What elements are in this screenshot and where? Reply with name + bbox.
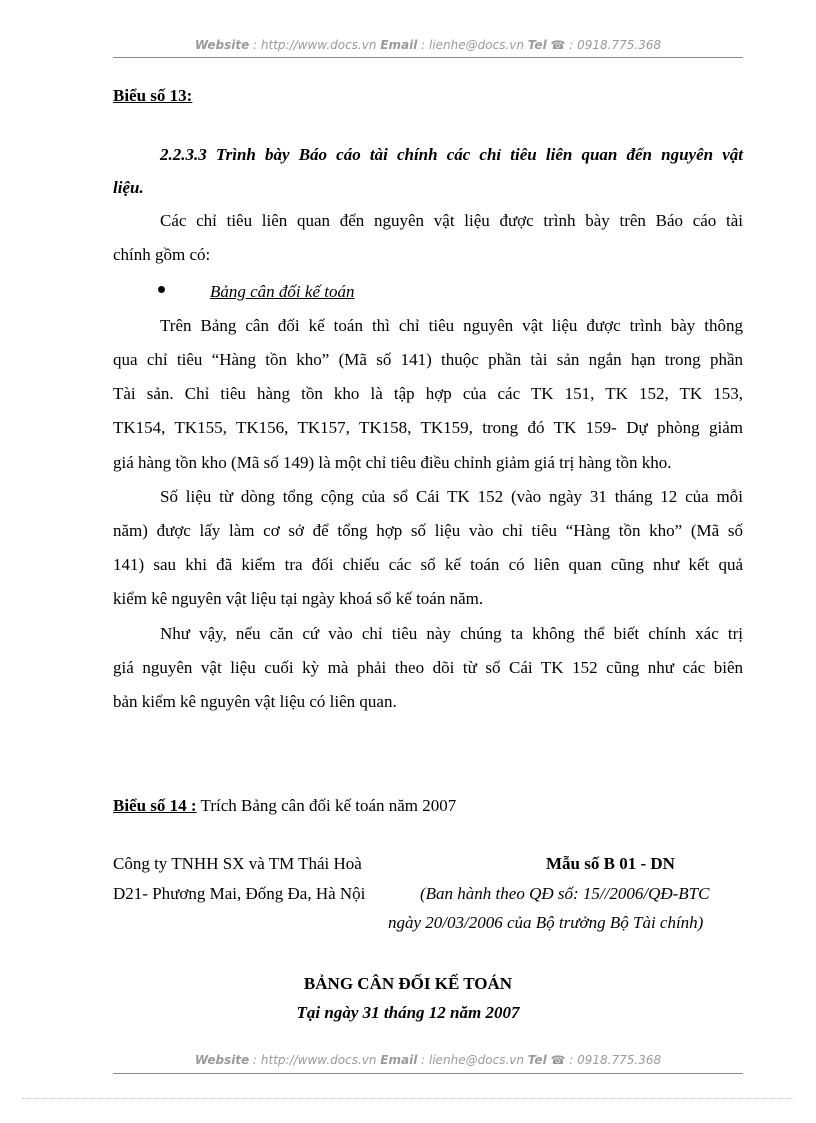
- paragraph-3-line: Như vậy, nếu căn cứ vào chỉ tiêu này chúng ta không thể biết chính xác trị: [160, 624, 743, 643]
- section-heading-line1: 2.2.3.3 Trình bày Báo cáo tài chính các chỉ tiêu liên quan đến nguyên vật: [160, 145, 743, 164]
- paragraph-2-line: Số liệu từ dòng tổng cộng của sổ Cái TK 152 (vào ngày 31 tháng 12 của mỗi: [160, 487, 743, 506]
- exhibit-13-label: Biểu số 13:: [113, 86, 193, 105]
- paragraph-2-line: năm) được lấy làm cơ sở để tổng hợp số liệu vào chỉ tiêu “Hàng tồn kho” (Mã số: [113, 521, 743, 540]
- company-name: Công ty TNHH SX và TM Thái Hoà: [113, 854, 362, 873]
- website-label: Website: [194, 38, 250, 52]
- report-title: BẢNG CÂN ĐỐI KẾ TOÁN: [303, 974, 513, 993]
- paragraph-1-line: Trên Bảng cân đối kế toán thì chỉ tiêu nguyên vật liệu được trình bày thông: [160, 316, 743, 335]
- paragraph-3-line: giá nguyên vật liệu cuối kỳ mà phải theo dõi từ sổ Cái TK 152 cũng như các biên: [113, 658, 743, 677]
- exhibit-14-label: Biểu số 14 :: [113, 796, 197, 815]
- website-label: Website: [194, 1053, 250, 1067]
- tel-value: ☎ : 0918.775.368: [546, 38, 662, 52]
- intro-line1: Các chỉ tiêu liên quan đến nguyên vật liệu được trình bày trên Báo cáo tài: [160, 211, 743, 230]
- tel-value: ☎ : 0918.775.368: [546, 1053, 662, 1067]
- tel-label: Tel: [527, 38, 547, 52]
- paragraph-3-line: bản kiểm kê nguyên vật liệu có liên quan.: [113, 692, 397, 711]
- page-break-line: [22, 1098, 794, 1099]
- email-value: : lienhe@docs.vn: [417, 38, 528, 52]
- paragraph-1-line: Tài sản. Chỉ tiêu hàng tồn kho là tập hợp của các TK 151, TK 152, TK 153,: [113, 384, 743, 403]
- paragraph-1-line: qua chỉ tiêu “Hàng tồn kho” (Mã số 141) thuộc phần tài sản ngắn hạn trong phần: [113, 350, 743, 369]
- header-divider: [113, 57, 743, 58]
- report-date: Tại ngày 31 tháng 12 năm 2007: [296, 1003, 520, 1022]
- paragraph-1-line: TK154, TK155, TK156, TK157, TK158, TK159, trong đó TK 159- Dự phòng giảm: [113, 418, 743, 437]
- email-label: Email: [380, 38, 418, 52]
- footer-divider: [113, 1073, 743, 1074]
- bullet-icon: [158, 286, 165, 293]
- exhibit-14-title: Trích Bảng cân đối kế toán năm 2007: [196, 796, 457, 815]
- intro-line2: chính gồm có:: [113, 245, 211, 264]
- paragraph-2-line: kiểm kê nguyên vật liệu tại ngày khoá sổ kế toán năm.: [113, 589, 484, 608]
- website-value: : http://www.docs.vn: [249, 38, 381, 52]
- bullet-title: Bảng cân đối kế toán: [210, 282, 355, 301]
- email-value: : lienhe@docs.vn: [417, 1053, 528, 1067]
- decree-line1: (Ban hành theo QĐ số: 15//2006/QĐ-BTC: [420, 884, 710, 903]
- paragraph-1-line: giá hàng tồn kho (Mã số 149) là một chỉ tiêu điều chỉnh giảm giá trị hàng tồn kho.: [113, 453, 672, 472]
- company-address: D21- Phương Mai, Đống Đa, Hà Nội: [113, 884, 366, 903]
- decree-line2: ngày 20/03/2006 của Bộ trưởng Bộ Tài chính): [388, 913, 704, 932]
- website-value: : http://www.docs.vn: [249, 1053, 381, 1067]
- form-number: Mẫu số B 01 - DN: [546, 854, 675, 873]
- paragraph-2-line: 141) sau khi đã kiểm tra đối chiếu các sổ kế toán có liên quan cũng như kết quả: [113, 555, 743, 574]
- email-label: Email: [380, 1053, 418, 1067]
- page-footer: [113, 1053, 743, 1067]
- page-header: [113, 38, 743, 52]
- exhibit-14-caption: [113, 797, 456, 814]
- tel-label: Tel: [527, 1053, 547, 1067]
- section-heading-line2: liệu.: [113, 178, 144, 197]
